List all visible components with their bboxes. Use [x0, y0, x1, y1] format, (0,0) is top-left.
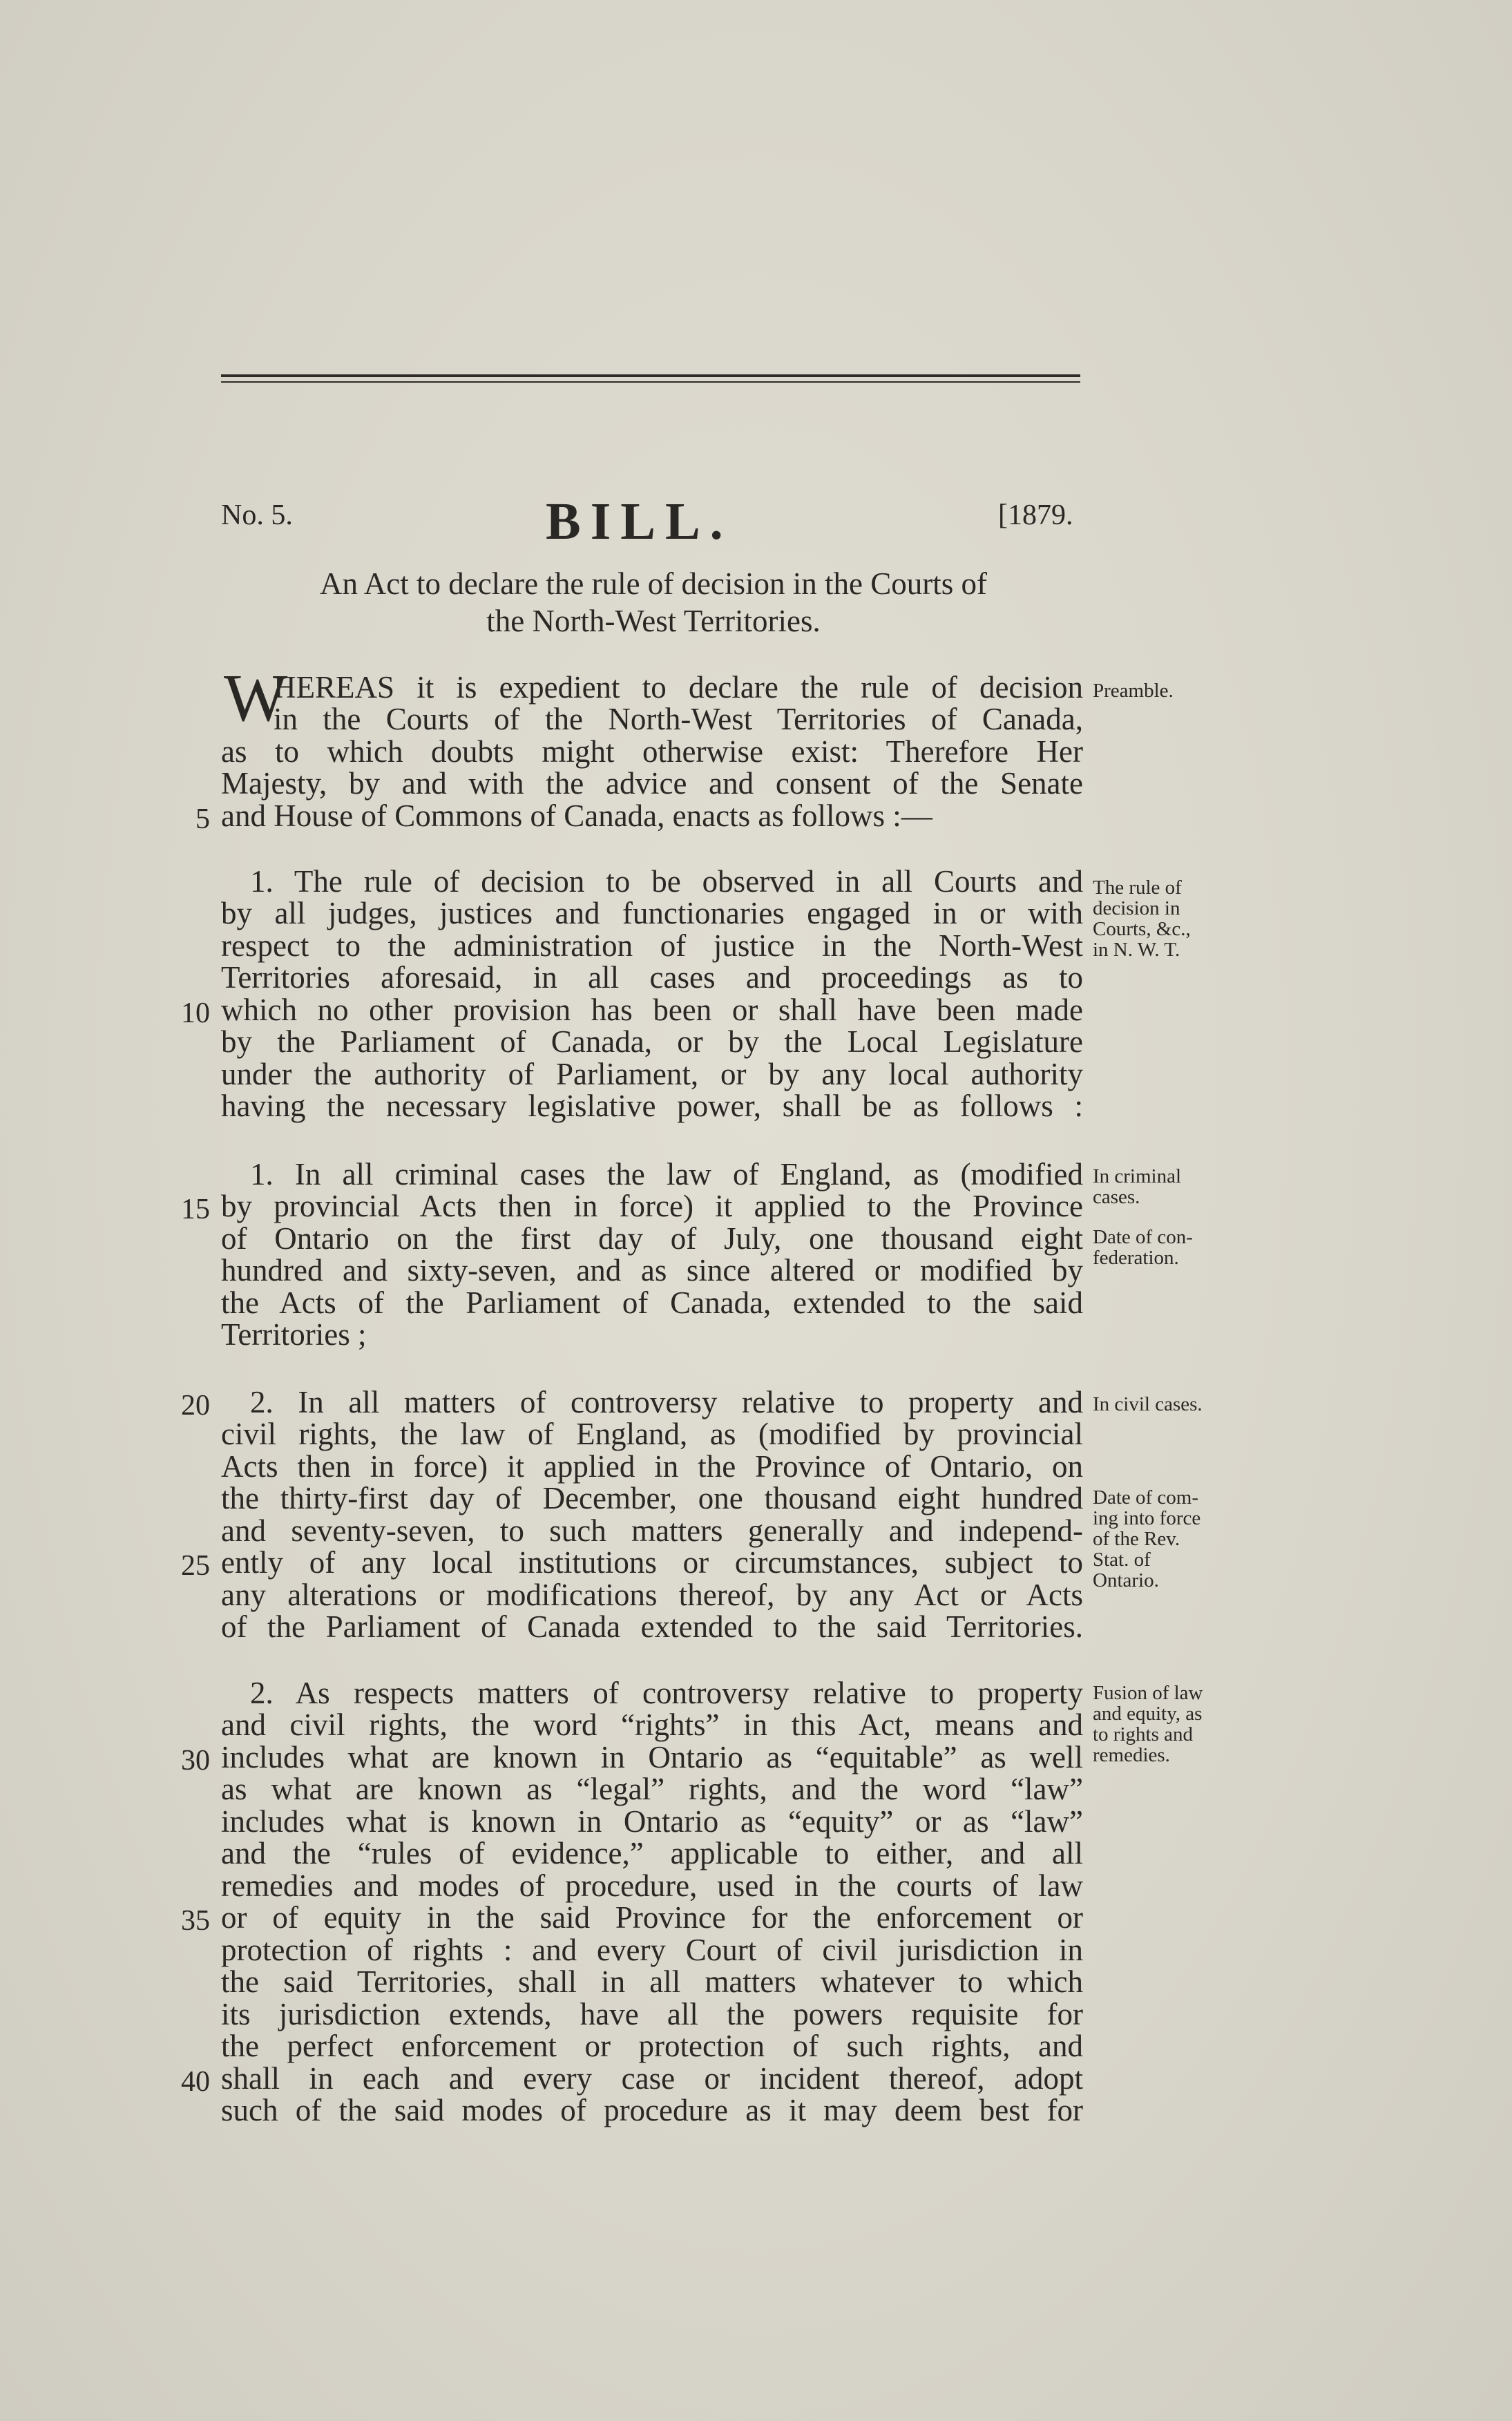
marginal-note: in N. W. T.: [1093, 939, 1180, 961]
body-line: its jurisdiction extends, have all the powers requisite for: [221, 1997, 1083, 2031]
body-line: hundred and sixty-seven, and as since altered or modified by: [221, 1253, 1083, 1288]
preamble-dropcap: W: [224, 661, 288, 736]
body-line: the perfect enforcement or protection of such rights, and: [221, 2029, 1083, 2063]
body-line: shall in each and every case or incident thereof, adopt: [221, 2061, 1083, 2096]
marginal-note: In criminal: [1093, 1165, 1182, 1187]
act-title-line: An Act to declare the rule of decision in the Courts of: [320, 566, 987, 601]
preamble-line: Majesty, by and with the advice and consent of the Senate: [221, 766, 1083, 801]
body-line: respect to the administration of justice in the North-West: [221, 928, 1083, 963]
marginal-note: The rule of: [1093, 877, 1182, 899]
marginal-note: cases.: [1093, 1186, 1140, 1208]
body-line: of the Parliament of Canada extended to the said Territories.: [221, 1609, 1083, 1644]
line-number: 10: [181, 997, 210, 1029]
preamble-line: as to which doubts might otherwise exist: Therefore Her: [221, 734, 1083, 769]
body-line: Territories aforesaid, in all cases and proceedings as to: [221, 960, 1083, 995]
marginal-note: Date of con-: [1093, 1226, 1193, 1248]
bill-year: [1879.: [998, 499, 1073, 531]
preamble-line: in the Courts of the North-West Territories of Canada,: [274, 702, 1083, 736]
line-number: 5: [195, 803, 210, 835]
body-line: any alterations or modifications thereof, by any Act or Acts: [221, 1578, 1083, 1612]
body-line: which no other provision has been or shall have been made: [221, 993, 1083, 1027]
body-line: and the “rules of evidence,” applicable to either, and all: [221, 1836, 1083, 1870]
body-line: or of equity in the said Province for the enforcement or: [221, 1900, 1083, 1935]
top-rule-upper: [221, 374, 1080, 377]
body-line: the Acts of the Parliament of Canada, extended to the said: [221, 1285, 1083, 1320]
marginal-note: of the Rev.: [1093, 1528, 1180, 1550]
marginal-note: Courts, &c.,: [1093, 918, 1191, 940]
body-line: of Ontario on the first day of July, one thousand eight: [221, 1221, 1083, 1256]
line-number: 35: [181, 1905, 210, 1937]
body-line: protection of rights : and every Court of civil jurisdiction in: [221, 1933, 1083, 1967]
marginal-note: federation.: [1093, 1247, 1179, 1269]
bill-number: No. 5.: [221, 499, 293, 531]
marginal-note: In civil cases.: [1093, 1393, 1203, 1415]
bill-title: BILL.: [546, 492, 733, 551]
marginal-note: Stat. of: [1093, 1549, 1151, 1571]
marginal-note: Fusion of law: [1093, 1682, 1203, 1704]
line-number: 20: [181, 1390, 210, 1422]
body-line: Territories ;: [221, 1317, 367, 1352]
body-line: ently of any local institutions or circumstances, subject to: [221, 1545, 1083, 1580]
body-line: such of the said modes of procedure as it may deem best for: [221, 2093, 1083, 2127]
body-line: includes what are known in Ontario as “equitable” as well: [221, 1740, 1083, 1774]
line-number: 15: [181, 1194, 210, 1225]
body-line: civil rights, the law of England, as (modified by provincial: [221, 1417, 1083, 1451]
body-line: remedies and modes of procedure, used in the courts of law: [221, 1868, 1083, 1903]
body-line: the said Territories, shall in all matters whatever to which: [221, 1964, 1083, 1999]
body-line: under the authority of Parliament, or by any local authority: [221, 1057, 1083, 1091]
body-line: the thirty-first day of December, one thousand eight hundred: [221, 1481, 1083, 1515]
marginal-note: decision in: [1093, 897, 1180, 919]
line-number: 40: [181, 2066, 210, 2098]
preamble-line: and House of Commons of Canada, enacts as follows :—: [221, 798, 932, 833]
line-number: 25: [181, 1550, 210, 1582]
marginal-note: and equity, as: [1093, 1703, 1203, 1725]
body-line: having the necessary legislative power, shall be as follows :: [221, 1089, 1083, 1123]
body-line: 1. In all criminal cases the law of England, as (modified: [250, 1157, 1083, 1192]
body-line: 2. As respects matters of controversy relative to property: [250, 1676, 1083, 1710]
marginal-note: remedies.: [1093, 1744, 1170, 1766]
marginal-note: Ontario.: [1093, 1569, 1159, 1591]
marginal-note: Date of com-: [1093, 1486, 1198, 1509]
body-line: includes what is known in Ontario as “equity” or as “law”: [221, 1804, 1083, 1839]
body-line: Acts then in force) it applied in the Province of Ontario, on: [221, 1449, 1083, 1484]
top-rule-lower: [221, 381, 1080, 383]
body-line: by provincial Acts then in force) it applied to the Province: [221, 1189, 1083, 1223]
body-line: 1. The rule of decision to be observed in all Courts and: [250, 864, 1083, 899]
body-line: and seventy-seven, to such matters generally and independ-: [221, 1513, 1083, 1548]
preamble-line: HEREAS it is expedient to declare the rule of decision: [274, 670, 1083, 705]
body-line: as what are known as “legal” rights, and the word “law”: [221, 1772, 1083, 1806]
marginal-note: Preamble.: [1093, 680, 1174, 702]
marginal-note: ing into force: [1093, 1507, 1201, 1529]
body-line: by the Parliament of Canada, or by the Local Legislature: [221, 1024, 1083, 1059]
act-title-line: the North-West Territories.: [486, 604, 821, 638]
marginal-note: to rights and: [1093, 1723, 1193, 1745]
body-line: 2. In all matters of controversy relative to property and: [250, 1385, 1083, 1419]
body-line: and civil rights, the word “rights” in this Act, means and: [221, 1707, 1083, 1742]
body-line: by all judges, justices and functionaries engaged in or with: [221, 896, 1083, 930]
line-number: 30: [181, 1745, 210, 1777]
